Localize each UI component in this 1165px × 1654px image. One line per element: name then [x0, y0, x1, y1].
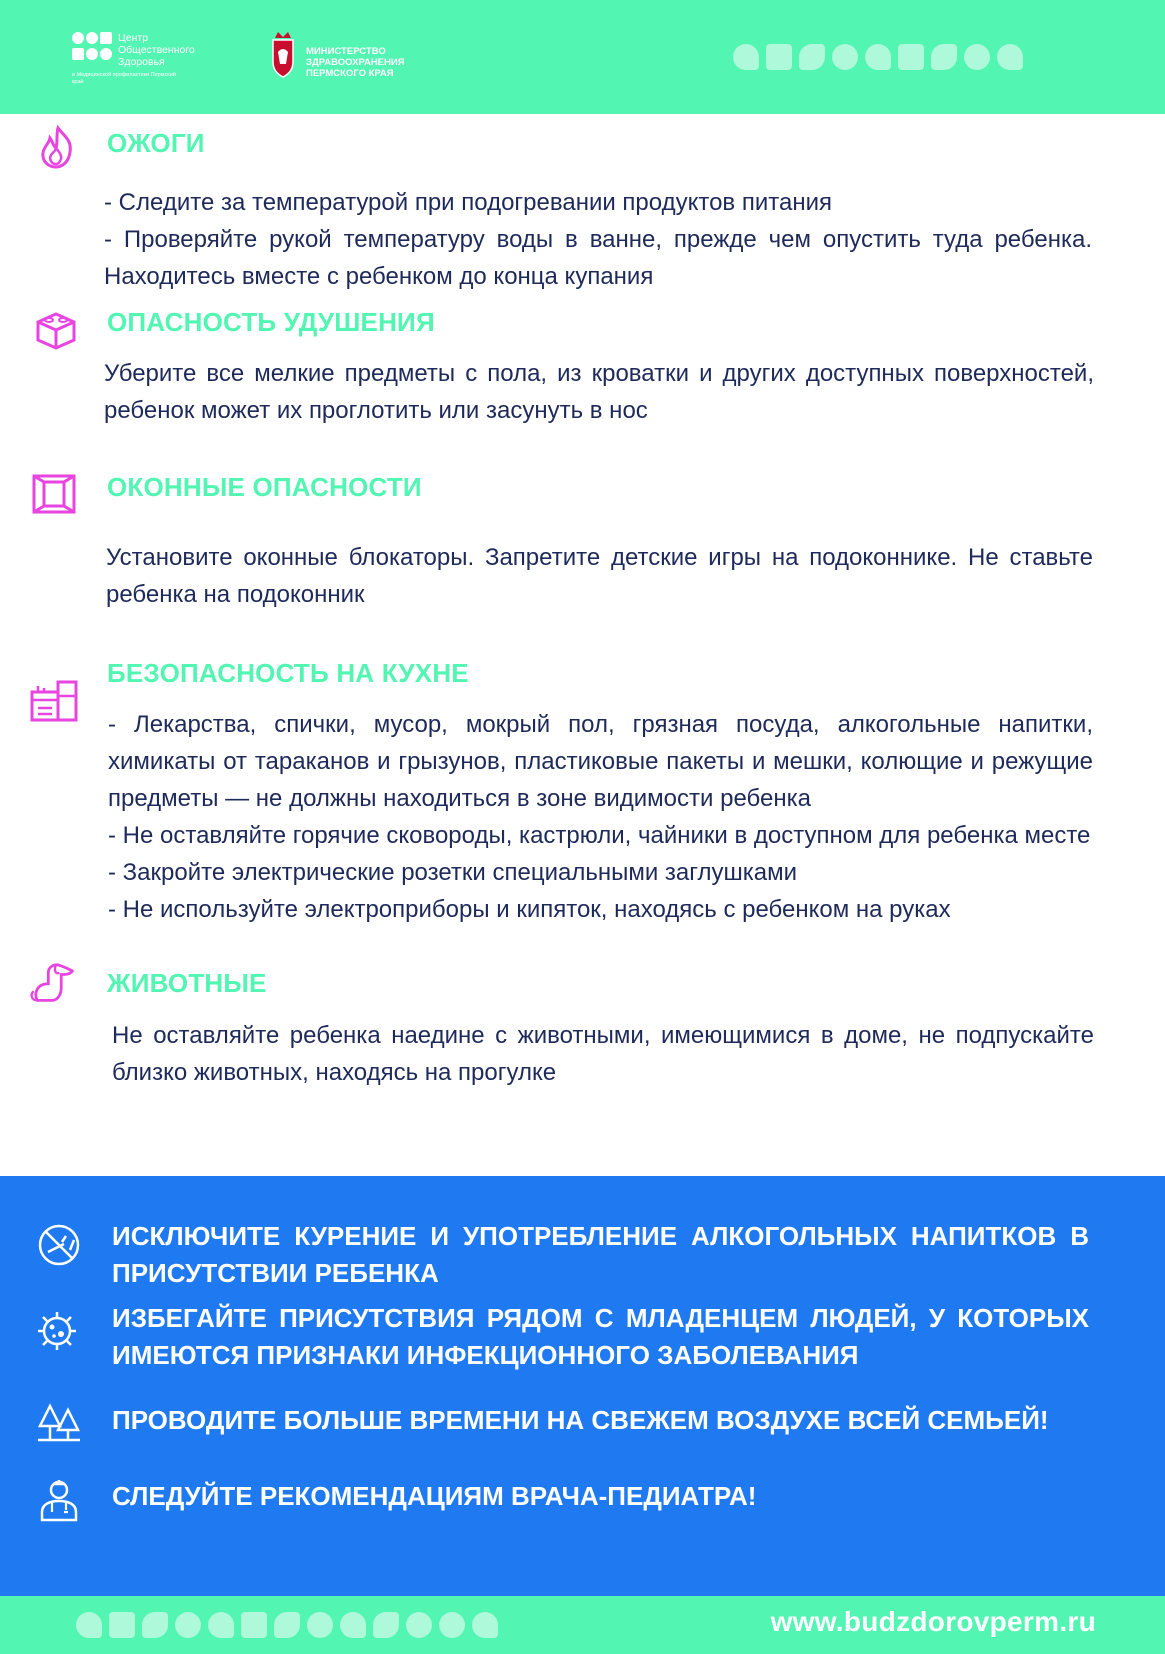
section-title-windows: ОКОННЫЕ ОПАСНОСТИ: [107, 472, 422, 502]
no-smoking-icon: [36, 1222, 82, 1268]
center-logo-text: Центр Общественного Здоровья: [118, 32, 195, 68]
list-item: - Не используйте электроприборы и кипяток, находясь с ребенком на руках: [108, 896, 951, 923]
center-logo-subtext: и Медицинской профилактики Пермский край: [72, 72, 176, 85]
tip-fresh-air: ПРОВОДИТЕ БОЛЬШЕ ВРЕМЕНИ НА СВЕЖЕМ ВОЗДУХЕ ВСЕЙ СЕМЬЕЙ!: [112, 1405, 1049, 1435]
perm-crest-icon: [270, 32, 296, 78]
section-body-kitchen: [108, 706, 1093, 928]
safety-sections: [0, 114, 1165, 1176]
logo-mark-icon: [72, 32, 116, 64]
virus-icon: [34, 1308, 80, 1354]
section-title-animals: ЖИВОТНЫЕ: [107, 968, 267, 998]
section-title-kitchen: БЕЗОПАСНОСТЬ НА КУХНЕ: [107, 658, 469, 688]
list-item: Уберите все мелкие предметы с пола, из кроватки и других доступных поверхностей, ребенок может их проглотить или засунуть в нос: [104, 360, 1094, 424]
section-title-burns: ОЖОГИ: [107, 128, 205, 158]
footer-bar: [0, 1596, 1165, 1654]
trees-icon: [36, 1400, 82, 1446]
list-item: Установите оконные блокаторы. Запретите детские игры на подоконнике. Не ставьте ребенка на подоконник: [106, 544, 1093, 608]
section-body-animals: [112, 1017, 1094, 1091]
website-link[interactable]: www.budzdorovperm.ru: [770, 1606, 1096, 1637]
section-body-burns: [104, 184, 1092, 295]
window-icon: [30, 472, 78, 518]
section-body-windows: [106, 539, 1093, 613]
general-tips-panel: [0, 1176, 1165, 1596]
section-body-choking: [104, 355, 1094, 429]
ministry-logo: [270, 32, 420, 84]
doctor-icon: [36, 1476, 82, 1522]
dog-icon: [28, 958, 76, 1004]
list-item: - Закройте электрические розетки специальными заглушками: [108, 859, 798, 886]
list-item: - Лекарства, спички, мусор, мокрый пол, грязная посуда, алкогольные напитки, химикаты от тараканов и грызунов, пластиковые пакеты и мешки, колющие и режущие предметы — не должны находиться в зоне видимости ребенка: [108, 711, 1093, 812]
list-item: Не оставляйте ребенка наедине с животными, имеющимися в доме, не подпускайте близко животных, находясь на прогулке: [112, 1022, 1094, 1086]
tip-avoid-infection: ИЗБЕГАЙТЕ ПРИСУТСТВИЯ РЯДОМ С МЛАДЕНЦЕМ ЛЮДЕЙ, У КОТОРЫХ ИМЕЮТСЯ ПРИЗНАКИ ИНФЕКЦИОННОГО ЗАБОЛЕВАНИЯ: [112, 1303, 1089, 1370]
tip-no-smoking: ИСКЛЮЧИТЕ КУРЕНИЕ И УПОТРЕБЛЕНИЕ АЛКОГОЛЬНЫХ НАПИТКОВ В ПРИСУТСТВИИ РЕБЕНКА: [112, 1221, 1089, 1288]
list-item: - Не оставляйте горячие сковороды, кастрюли, чайники в доступном для ребенка месте: [108, 822, 1091, 849]
decorative-shapes-bottom: [76, 1612, 498, 1638]
header-bar: [0, 0, 1165, 114]
list-item: - Проверяйте рукой температуру воды в ванне, прежде чем опустить туда ребенка. Находитесь вместе с ребенком до конца купания: [104, 226, 1092, 290]
section-title-choking: ОПАСНОСТЬ УДУШЕНИЯ: [107, 307, 435, 337]
public-health-center-logo: [72, 32, 212, 94]
tip-follow-pediatrician: СЛЕДУЙТЕ РЕКОМЕНДАЦИЯМ ВРАЧА-ПЕДИАТРА!: [112, 1481, 757, 1511]
toy-block-icon: [32, 306, 80, 352]
decorative-shapes-top: [733, 44, 1023, 70]
fire-icon: [34, 124, 82, 170]
kitchen-icon: [30, 678, 78, 724]
ministry-text: МИНИСТЕРСТВО ЗДРАВООХРАНЕНИЯ ПЕРМСКОГО КРАЯ: [306, 46, 405, 79]
list-item: - Следите за температурой при подогревании продуктов питания: [104, 189, 832, 216]
